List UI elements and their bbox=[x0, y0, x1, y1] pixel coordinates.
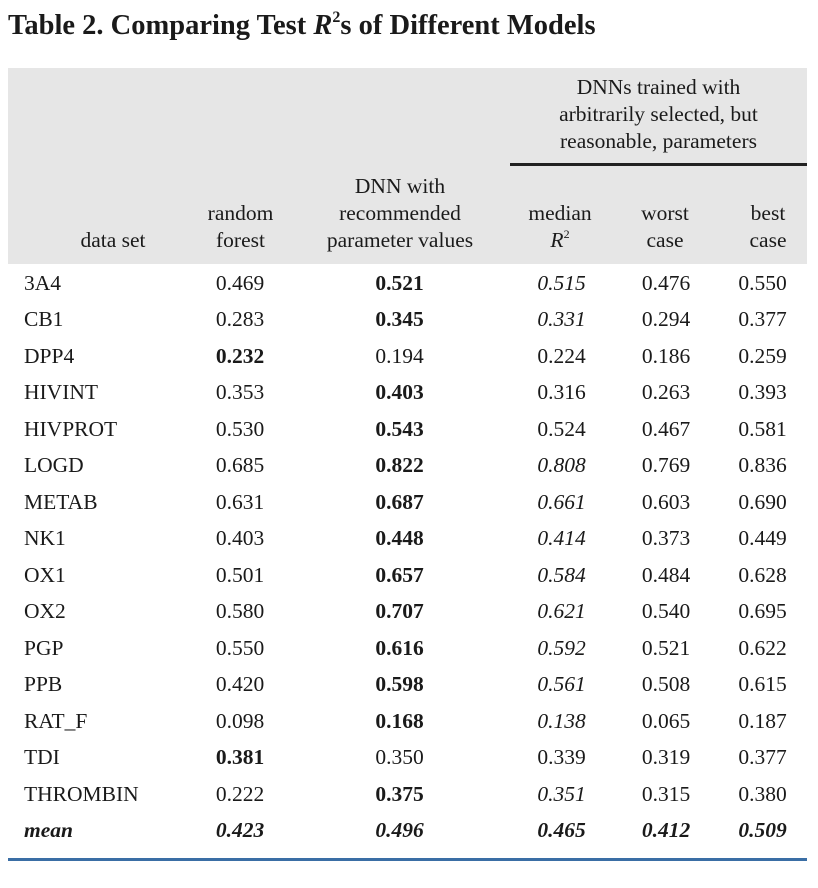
table-row bbox=[8, 594, 807, 631]
cell-data-set: THROMBIN bbox=[24, 781, 139, 806]
table-row bbox=[8, 375, 807, 412]
table-row bbox=[8, 740, 807, 777]
cell-worst-case: 0.319 bbox=[641, 745, 691, 770]
cell-worst-case: 0.065 bbox=[641, 708, 691, 733]
table-row bbox=[8, 776, 807, 813]
cell-random-forest: 0.098 bbox=[215, 708, 265, 733]
cell-random-forest: 0.353 bbox=[215, 380, 265, 405]
cell-random-forest: 0.222 bbox=[215, 781, 265, 806]
cell-worst-case: 0.373 bbox=[641, 526, 691, 551]
cell-worst-case: 0.769 bbox=[641, 453, 691, 478]
cell-random-forest: 0.283 bbox=[215, 307, 265, 332]
cell-best-case: 0.690 bbox=[738, 489, 787, 514]
cell-random-forest: 0.580 bbox=[215, 599, 265, 624]
cell-median: 0.224 bbox=[537, 343, 586, 368]
cell-median: 0.138 bbox=[537, 708, 586, 733]
cell-best-case: 0.836 bbox=[738, 453, 787, 478]
table-row bbox=[8, 411, 807, 448]
cell-dnn-recommended: 0.403 bbox=[375, 380, 424, 405]
cell-best-case: 0.259 bbox=[738, 343, 787, 368]
cell-best-case: 0.449 bbox=[738, 526, 787, 551]
table-bottom-rule bbox=[8, 858, 807, 861]
table-row bbox=[8, 265, 807, 302]
cell-median: 0.592 bbox=[537, 635, 586, 660]
cell-dnn-recommended: 0.616 bbox=[375, 635, 424, 660]
table-row bbox=[8, 630, 807, 667]
cell-data-set: RAT_F bbox=[24, 708, 88, 733]
cell-worst-case: 0.540 bbox=[641, 599, 691, 624]
cell-worst-case: 0.484 bbox=[641, 562, 691, 587]
cell-random-forest: 0.420 bbox=[215, 672, 265, 697]
cell-data-set: METAB bbox=[24, 489, 98, 514]
cell-median: 0.621 bbox=[537, 599, 586, 624]
table-row-mean bbox=[8, 813, 807, 850]
cell-data-set: TDI bbox=[24, 745, 60, 770]
cell-best-case: 0.550 bbox=[738, 270, 787, 295]
table-row bbox=[8, 703, 807, 740]
cell-best-case: 0.581 bbox=[738, 416, 787, 441]
cell-median: 0.414 bbox=[537, 526, 586, 551]
cell-random-forest: 0.403 bbox=[215, 526, 265, 551]
cell-dnn-recommended: 0.543 bbox=[375, 416, 424, 441]
header-best-case: best case bbox=[749, 201, 787, 252]
cell-median: 0.316 bbox=[537, 380, 586, 405]
cell-data-set: DPP4 bbox=[24, 343, 75, 368]
table-row bbox=[8, 667, 807, 704]
cell-median: 0.661 bbox=[537, 489, 586, 514]
cell-data-set: PPB bbox=[24, 672, 63, 697]
header-group-rule bbox=[510, 163, 807, 166]
cell-worst-case: 0.294 bbox=[641, 307, 691, 332]
cell-median: 0.561 bbox=[537, 672, 586, 697]
cell-worst-case: 0.508 bbox=[641, 672, 691, 697]
cell-random-forest: 0.685 bbox=[215, 453, 265, 478]
cell-worst-case: 0.521 bbox=[641, 635, 691, 660]
cell-random-forest: 0.550 bbox=[215, 635, 265, 660]
cell-dnn-recommended: 0.345 bbox=[375, 307, 424, 332]
table-row bbox=[8, 484, 807, 521]
cell-dnn-recommended: 0.598 bbox=[375, 672, 424, 697]
cell-dnn-recommended: 0.657 bbox=[375, 562, 424, 587]
table-title: Table 2. Comparing Test $R^2s$ of Different Models bbox=[8, 9, 596, 41]
cell-best-case: 0.695 bbox=[738, 599, 787, 624]
cell-best-case: 0.377 bbox=[738, 745, 787, 770]
cell-data-set: HIVPROT bbox=[24, 416, 118, 441]
cell-median: 0.524 bbox=[537, 416, 586, 441]
cell-median: 0.351 bbox=[537, 781, 586, 806]
cell-data-set: HIVINT bbox=[24, 380, 99, 405]
cell-data-set: CB1 bbox=[24, 307, 64, 332]
cell-data-set: 3A4 bbox=[24, 270, 62, 295]
header-group-dnns: DNNs trained with arbitrarily selected, but reasonable, parameters bbox=[559, 75, 758, 153]
cell-median: 0.515 bbox=[537, 270, 586, 295]
cell-worst-case: 0.186 bbox=[641, 343, 691, 368]
cell-best-case: 0.380 bbox=[738, 781, 787, 806]
cell-dnn-recommended: 0.375 bbox=[375, 781, 424, 806]
cell-median: 0.584 bbox=[537, 562, 586, 587]
table-row bbox=[8, 557, 807, 594]
cell-mean-dnn: 0.496 bbox=[375, 818, 424, 843]
cell-dnn-recommended: 0.448 bbox=[375, 526, 424, 551]
cell-worst-case: 0.467 bbox=[641, 416, 691, 441]
cell-data-set: LOGD bbox=[24, 453, 84, 478]
cell-best-case: 0.393 bbox=[738, 380, 787, 405]
table-row bbox=[8, 448, 807, 485]
cell-random-forest: 0.631 bbox=[215, 489, 265, 514]
cell-dnn-recommended: 0.822 bbox=[375, 453, 424, 478]
cell-median: 0.331 bbox=[537, 307, 586, 332]
cell-data-set: OX2 bbox=[24, 599, 66, 624]
header-data-set: data set bbox=[80, 228, 146, 252]
cell-dnn-recommended: 0.194 bbox=[375, 343, 424, 368]
cell-random-forest: 0.232 bbox=[215, 343, 265, 368]
table-row bbox=[8, 302, 807, 339]
cell-best-case: 0.187 bbox=[738, 708, 787, 733]
cell-data-set: NK1 bbox=[24, 526, 66, 551]
cell-dnn-recommended: 0.521 bbox=[375, 270, 424, 295]
cell-worst-case: 0.315 bbox=[641, 781, 691, 806]
cell-dnn-recommended: 0.350 bbox=[375, 745, 424, 770]
header-random-forest: random forest bbox=[207, 201, 274, 252]
cell-worst-case: 0.263 bbox=[641, 380, 691, 405]
table-row bbox=[8, 521, 807, 558]
cell-worst-case: 0.476 bbox=[641, 270, 691, 295]
cell-best-case: 0.615 bbox=[738, 672, 787, 697]
cell-random-forest: 0.469 bbox=[215, 270, 265, 295]
cell-mean-rf: 0.423 bbox=[215, 818, 265, 843]
cell-dnn-recommended: 0.168 bbox=[375, 708, 424, 733]
cell-mean-best: 0.509 bbox=[738, 818, 787, 843]
cell-mean-median: 0.465 bbox=[537, 818, 586, 843]
cell-random-forest: 0.381 bbox=[215, 745, 265, 770]
table-row bbox=[8, 338, 807, 375]
cell-median: 0.808 bbox=[537, 453, 586, 478]
cell-random-forest: 0.501 bbox=[215, 562, 265, 587]
results-table bbox=[8, 265, 807, 849]
cell-dnn-recommended: 0.687 bbox=[375, 489, 424, 514]
header-median: median $R^2$ bbox=[528, 201, 592, 252]
cell-data-set: PGP bbox=[24, 635, 64, 660]
cell-best-case: 0.622 bbox=[738, 635, 787, 660]
cell-best-case: 0.628 bbox=[738, 562, 787, 587]
cell-median: 0.339 bbox=[537, 745, 586, 770]
cell-mean-name: mean bbox=[24, 818, 73, 843]
cell-data-set: OX1 bbox=[24, 562, 66, 587]
cell-mean-worst: 0.412 bbox=[641, 818, 691, 843]
cell-worst-case: 0.603 bbox=[641, 489, 691, 514]
cell-random-forest: 0.530 bbox=[215, 416, 265, 441]
header-worst-case: worst case bbox=[641, 201, 689, 252]
cell-dnn-recommended: 0.707 bbox=[375, 599, 424, 624]
header-dnn-recommended: DNN with recommended parameter values bbox=[326, 174, 474, 252]
cell-best-case: 0.377 bbox=[738, 307, 787, 332]
